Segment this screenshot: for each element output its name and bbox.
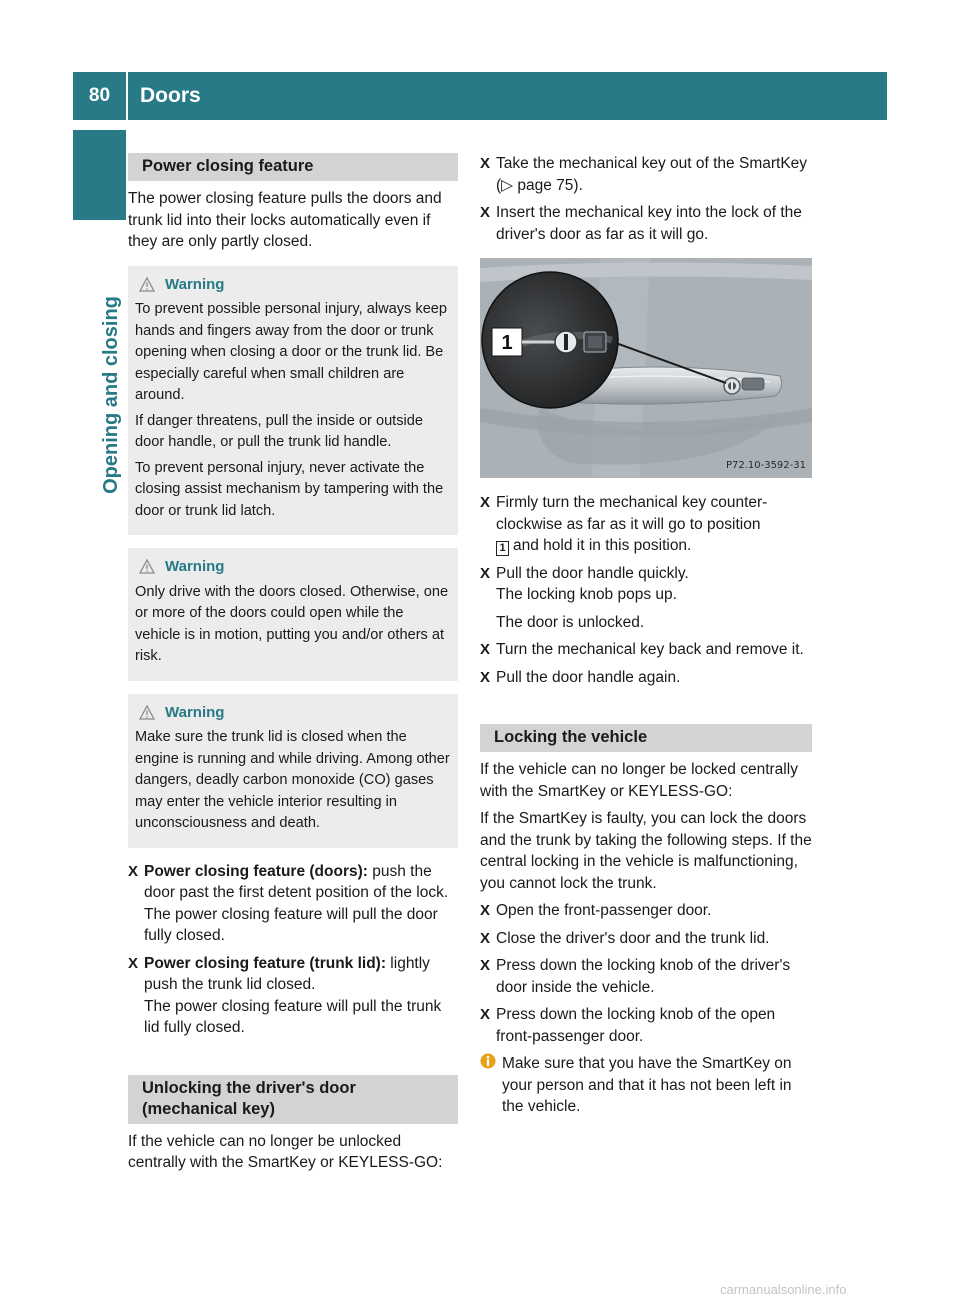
step-item: [480, 667, 812, 689]
step-bold: Power closing feature (doors):: [144, 862, 368, 880]
step-result: The locking knob pops up.: [496, 586, 677, 603]
step-marker: X: [480, 564, 491, 582]
step-text: push the door past the first detent position of the lock.: [144, 862, 449, 901]
step-item: [480, 955, 812, 998]
chapter-title: Doors: [140, 84, 201, 107]
warning-box: [128, 266, 458, 536]
step-marker: X: [480, 641, 491, 658]
step-text: lightly push the trunk lid closed.: [144, 954, 430, 993]
section-heading-locking: Locking the vehicle: [480, 724, 812, 752]
step-marker: X: [480, 204, 491, 221]
warning-text: To prevent personal injury, never activate the closing assist mechanism by tampering with the door or trunk lid latch.: [135, 459, 444, 519]
heading-line: (mechanical key): [142, 1099, 275, 1118]
figure-code: P72.10-3592-31: [725, 459, 806, 471]
step-item: [480, 153, 812, 196]
step-text: and hold it in this position.: [513, 537, 692, 554]
paragraph: If the SmartKey is faulty, you can lock the doors and the trunk by taking the following steps. If the central locking in the vehicle is malfunctioning, you cannot lock the trunk.: [480, 810, 812, 892]
step-item: [480, 492, 812, 557]
position-number-badge: 1: [496, 541, 509, 556]
warning-triangle-icon: [139, 559, 155, 574]
step-text: Take the mechanical key out of the SmartKey (▷ page 75).: [496, 155, 808, 194]
warning-text: Make sure the trunk lid is closed when the engine is running and while driving. Among other dangers, deadly carbon monoxide (CO) gases may enter the vehicle interior resulting in unconsciousness and death.: [135, 729, 450, 831]
heading-line: Unlocking the driver's door: [142, 1078, 356, 1097]
header-divider: [126, 72, 128, 120]
step-bold: Power closing feature (trunk lid):: [144, 954, 386, 972]
step-marker: X: [128, 954, 139, 972]
section-heading-power-closing: Power closing feature: [128, 153, 458, 181]
side-tab-block: [73, 130, 126, 220]
step-text: Press down the locking knob of the driver's door inside the vehicle.: [496, 957, 791, 996]
paragraph: If the vehicle can no longer be unlocked centrally with the SmartKey or KEYLESS-GO:: [128, 1132, 443, 1171]
paragraph: The power closing feature pulls the doors and trunk lid into their locks automatically even if they are only partly closed.: [128, 190, 442, 250]
warning-title: [135, 274, 450, 296]
warning-triangle-icon: [139, 705, 155, 720]
info-note: [480, 1053, 812, 1118]
step-marker: X: [480, 1006, 491, 1023]
step-item: [128, 861, 458, 947]
step-item: [480, 639, 812, 661]
step-text: Pull the door handle again.: [496, 668, 681, 686]
door-handle-illustration: [480, 258, 812, 478]
step-text: Firmly turn the mechanical key counter-clockwise as far as it will go to position: [496, 494, 768, 533]
warning-title-text: Warning: [165, 558, 225, 575]
step-text: Insert the mechanical key into the lock of the driver's door as far as it will go.: [496, 204, 802, 243]
watermark: carmanualsonline.info: [720, 1282, 847, 1297]
warning-title: [135, 702, 450, 724]
page-number: 80: [88, 85, 111, 106]
figure-callout: 1: [501, 332, 513, 354]
warning-text: Only drive with the doors closed. Otherwise, one or more of the doors could open while the vehicle is in motion, putting you and/or others at risk.: [135, 583, 449, 664]
step-item: [128, 953, 458, 1039]
step-text: Open the front-passenger door.: [496, 902, 712, 919]
paragraph: If the vehicle can no longer be locked centrally with the SmartKey or KEYLESS-GO:: [480, 761, 798, 800]
step-marker: X: [480, 957, 491, 974]
step-marker: X: [480, 929, 491, 947]
door-handle-figure: [480, 258, 812, 478]
step-item: [480, 928, 812, 950]
info-icon: [480, 1053, 496, 1069]
step-marker: X: [128, 862, 139, 880]
step-marker: X: [480, 902, 491, 919]
warning-triangle-icon: [139, 277, 155, 292]
step-marker: X: [480, 668, 491, 686]
warning-text: To prevent possible personal injury, always keep hands and fingers away from the door or trunk opening when closing a door or the trunk lid. Be especially careful when small children are around.: [135, 301, 448, 403]
warning-title-text: Warning: [165, 703, 225, 721]
step-text: Turn the mechanical key back and remove it.: [496, 641, 804, 658]
section-heading-unlocking: [128, 1075, 458, 1124]
step-text: Close the driver's door and the trunk lid.: [496, 929, 770, 947]
warning-box: [128, 694, 458, 848]
left-column: [128, 153, 458, 1180]
warning-box: [128, 548, 458, 681]
step-text: Press down the locking knob of the open front-passenger door.: [496, 1006, 776, 1045]
right-column: [480, 153, 812, 1118]
warning-title: [135, 556, 450, 578]
step-result: The power closing feature will pull the door fully closed.: [144, 905, 438, 944]
step-item: [480, 1004, 812, 1047]
step-item: [480, 202, 812, 245]
step-text: Pull the door handle quickly.: [496, 564, 689, 582]
step-item: [480, 563, 812, 634]
step-marker: X: [480, 494, 491, 511]
step-result: The power closing feature will pull the trunk lid fully closed.: [144, 997, 442, 1036]
step-result: The door is unlocked.: [496, 613, 645, 631]
step-marker: X: [480, 155, 491, 172]
warning-title-text: Warning: [165, 275, 225, 293]
warning-text: If danger threatens, pull the inside or outside door handle, or pull the trunk lid handle.: [135, 412, 424, 450]
step-item: [480, 900, 812, 922]
info-text: Make sure that you have the SmartKey on your person and that it has not been left in the vehicle.: [502, 1055, 792, 1115]
side-tab-label: Opening and closing: [100, 296, 122, 494]
